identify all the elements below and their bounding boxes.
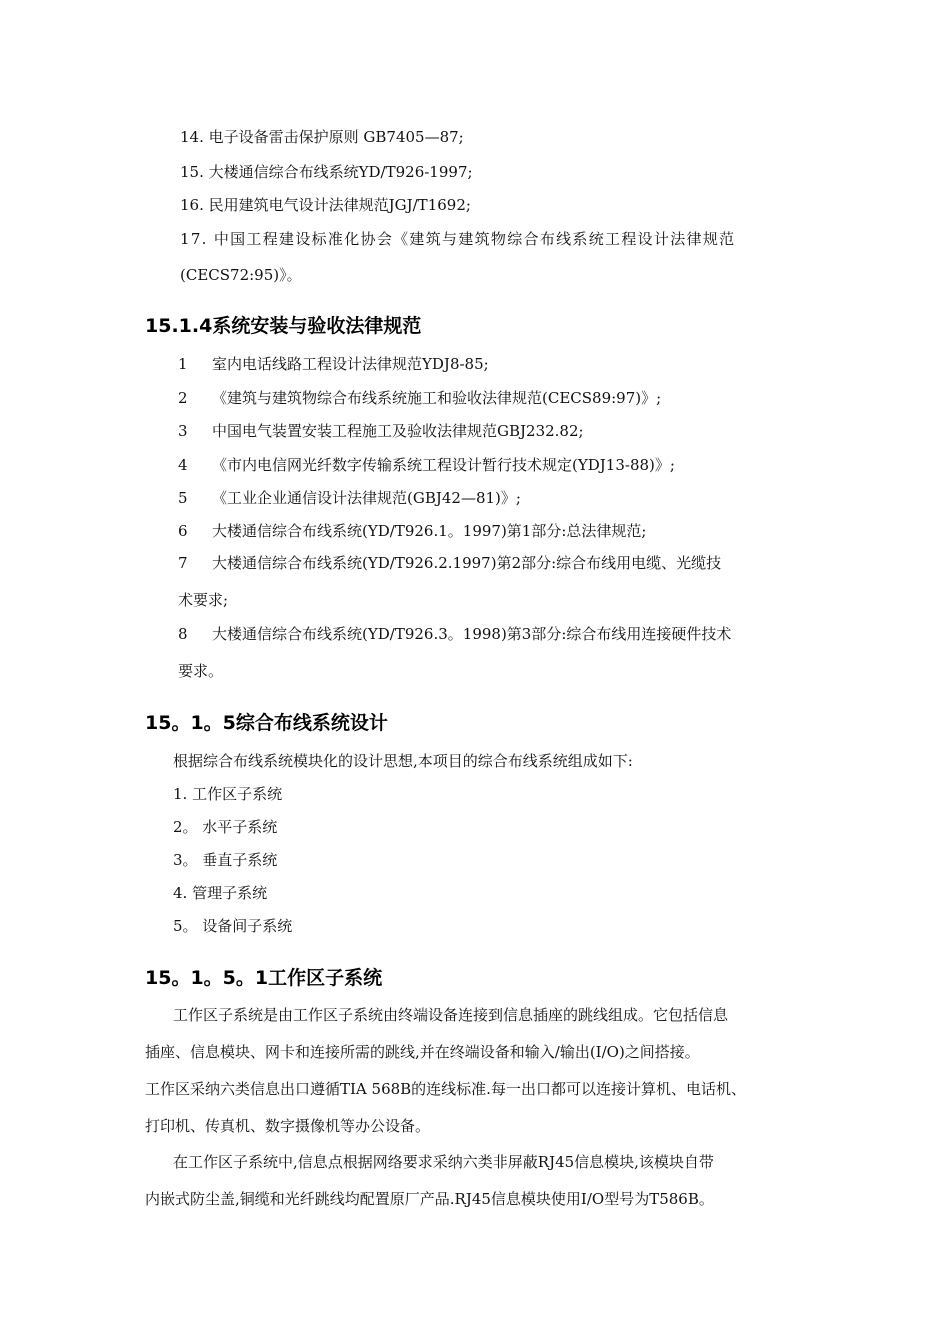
item-text: 中国电气装置安装工程施工及验收法律规范GBJ232.82; [212,422,584,440]
item-number: 2 [178,389,188,407]
item-text: 大楼通信综合布线系统(YD/T926.1。1997)第1部分:总法律规范; [212,522,647,540]
list-item [178,488,521,508]
item-text: 大楼通信综合布线系统(YD/T926.3。1998)第3部分:综合布线用连接硬件技术 [212,625,732,643]
item-text: 术要求; [178,591,229,609]
section-heading-15-1-5-1: 15。1。5。1工作区子系统 [145,967,383,989]
item-number: 5 [178,489,188,507]
paragraph-line: 在工作区子系统中,信息点根据网络要求采纳六类非屏蔽RJ45信息模块,该模块自带 [173,1153,714,1171]
item-number: 1 [178,355,188,373]
list-item-16: 16. 民用建筑电气设计法律规范JGJ/T1692; [180,196,471,214]
section-heading-15-1-4: 15.1.4系统安装与验收法律规范 [145,315,422,337]
list-item-cont [178,661,223,681]
list-item [178,421,584,441]
section-intro: 根据综合布线系统模块化的设计思想,本项目的综合布线系统组成如下: [173,752,633,770]
list-item [178,455,675,475]
item-number: 8 [178,625,188,643]
item-text: 《工业企业通信设计法律规范(GBJ42—81)》; [212,489,521,507]
list-item-17: 17. 中国工程建设标准化协会《建筑与建筑物综合布线系统工程设计法律规范 [180,230,736,248]
item-number: 3 [178,422,188,440]
item-number: 6 [178,522,188,540]
paragraph-line: 打印机、传真机、数字摄像机等办公设备。 [145,1117,431,1135]
list-item [178,624,731,644]
item-text: 室内电话线路工程设计法律规范YDJ8-85; [212,355,489,373]
paragraph-line: 工作区子系统是由工作区子系统由终端设备连接到信息插座的跳线组成。它包括信息 [173,1006,729,1024]
subsystem-item: 5。 设备间子系统 [173,917,293,935]
list-item [178,354,489,374]
list-item [178,388,661,408]
item-number: 4 [178,456,188,474]
subsystem-item: 2。 水平子系统 [173,818,278,836]
list-item [178,521,646,541]
item-text: 《建筑与建筑物综合布线系统施工和验收法律规范(CECS89:97)》; [212,389,662,407]
section-heading-15-1-5: 15。1。5综合布线系统设计 [145,712,388,734]
item-text: 要求。 [178,662,224,680]
paragraph-line: 工作区采纳六类信息出口遵循TIA 568B的连线标准.每一出口都可以连接计算机、电话机、 [145,1080,746,1098]
item-number: 7 [178,554,188,572]
list-item-cont [178,590,228,610]
subsystem-item: 1. 工作区子系统 [173,785,283,803]
item-text: 大楼通信综合布线系统(YD/T926.2.1997)第2部分:综合布线用电缆、光缆技 [212,554,722,572]
list-item-14: 14. 电子设备雷击保护原则 GB7405—87; [180,128,464,146]
item-text: 《市内电信网光纤数字传输系统工程设计暂行技术规定(YDJ13-88)》; [212,456,675,474]
list-item-15: 15. 大楼通信综合布线系统YD/T926-1997; [180,163,473,181]
list-item [178,553,721,573]
list-item-17-cont: (CECS72:95)》。 [180,266,302,284]
subsystem-item: 4. 管理子系统 [173,884,268,902]
paragraph-line: 插座、信息模块、网卡和连接所需的跳线,并在终端设备和输入/输出(I/O)之间搭接。 [145,1043,700,1061]
paragraph-line: 内嵌式防尘盖,铜缆和光纤跳线均配置原厂产品.RJ45信息模块使用I/O型号为T586B。 [145,1190,714,1208]
subsystem-item: 3。 垂直子系统 [173,851,278,869]
